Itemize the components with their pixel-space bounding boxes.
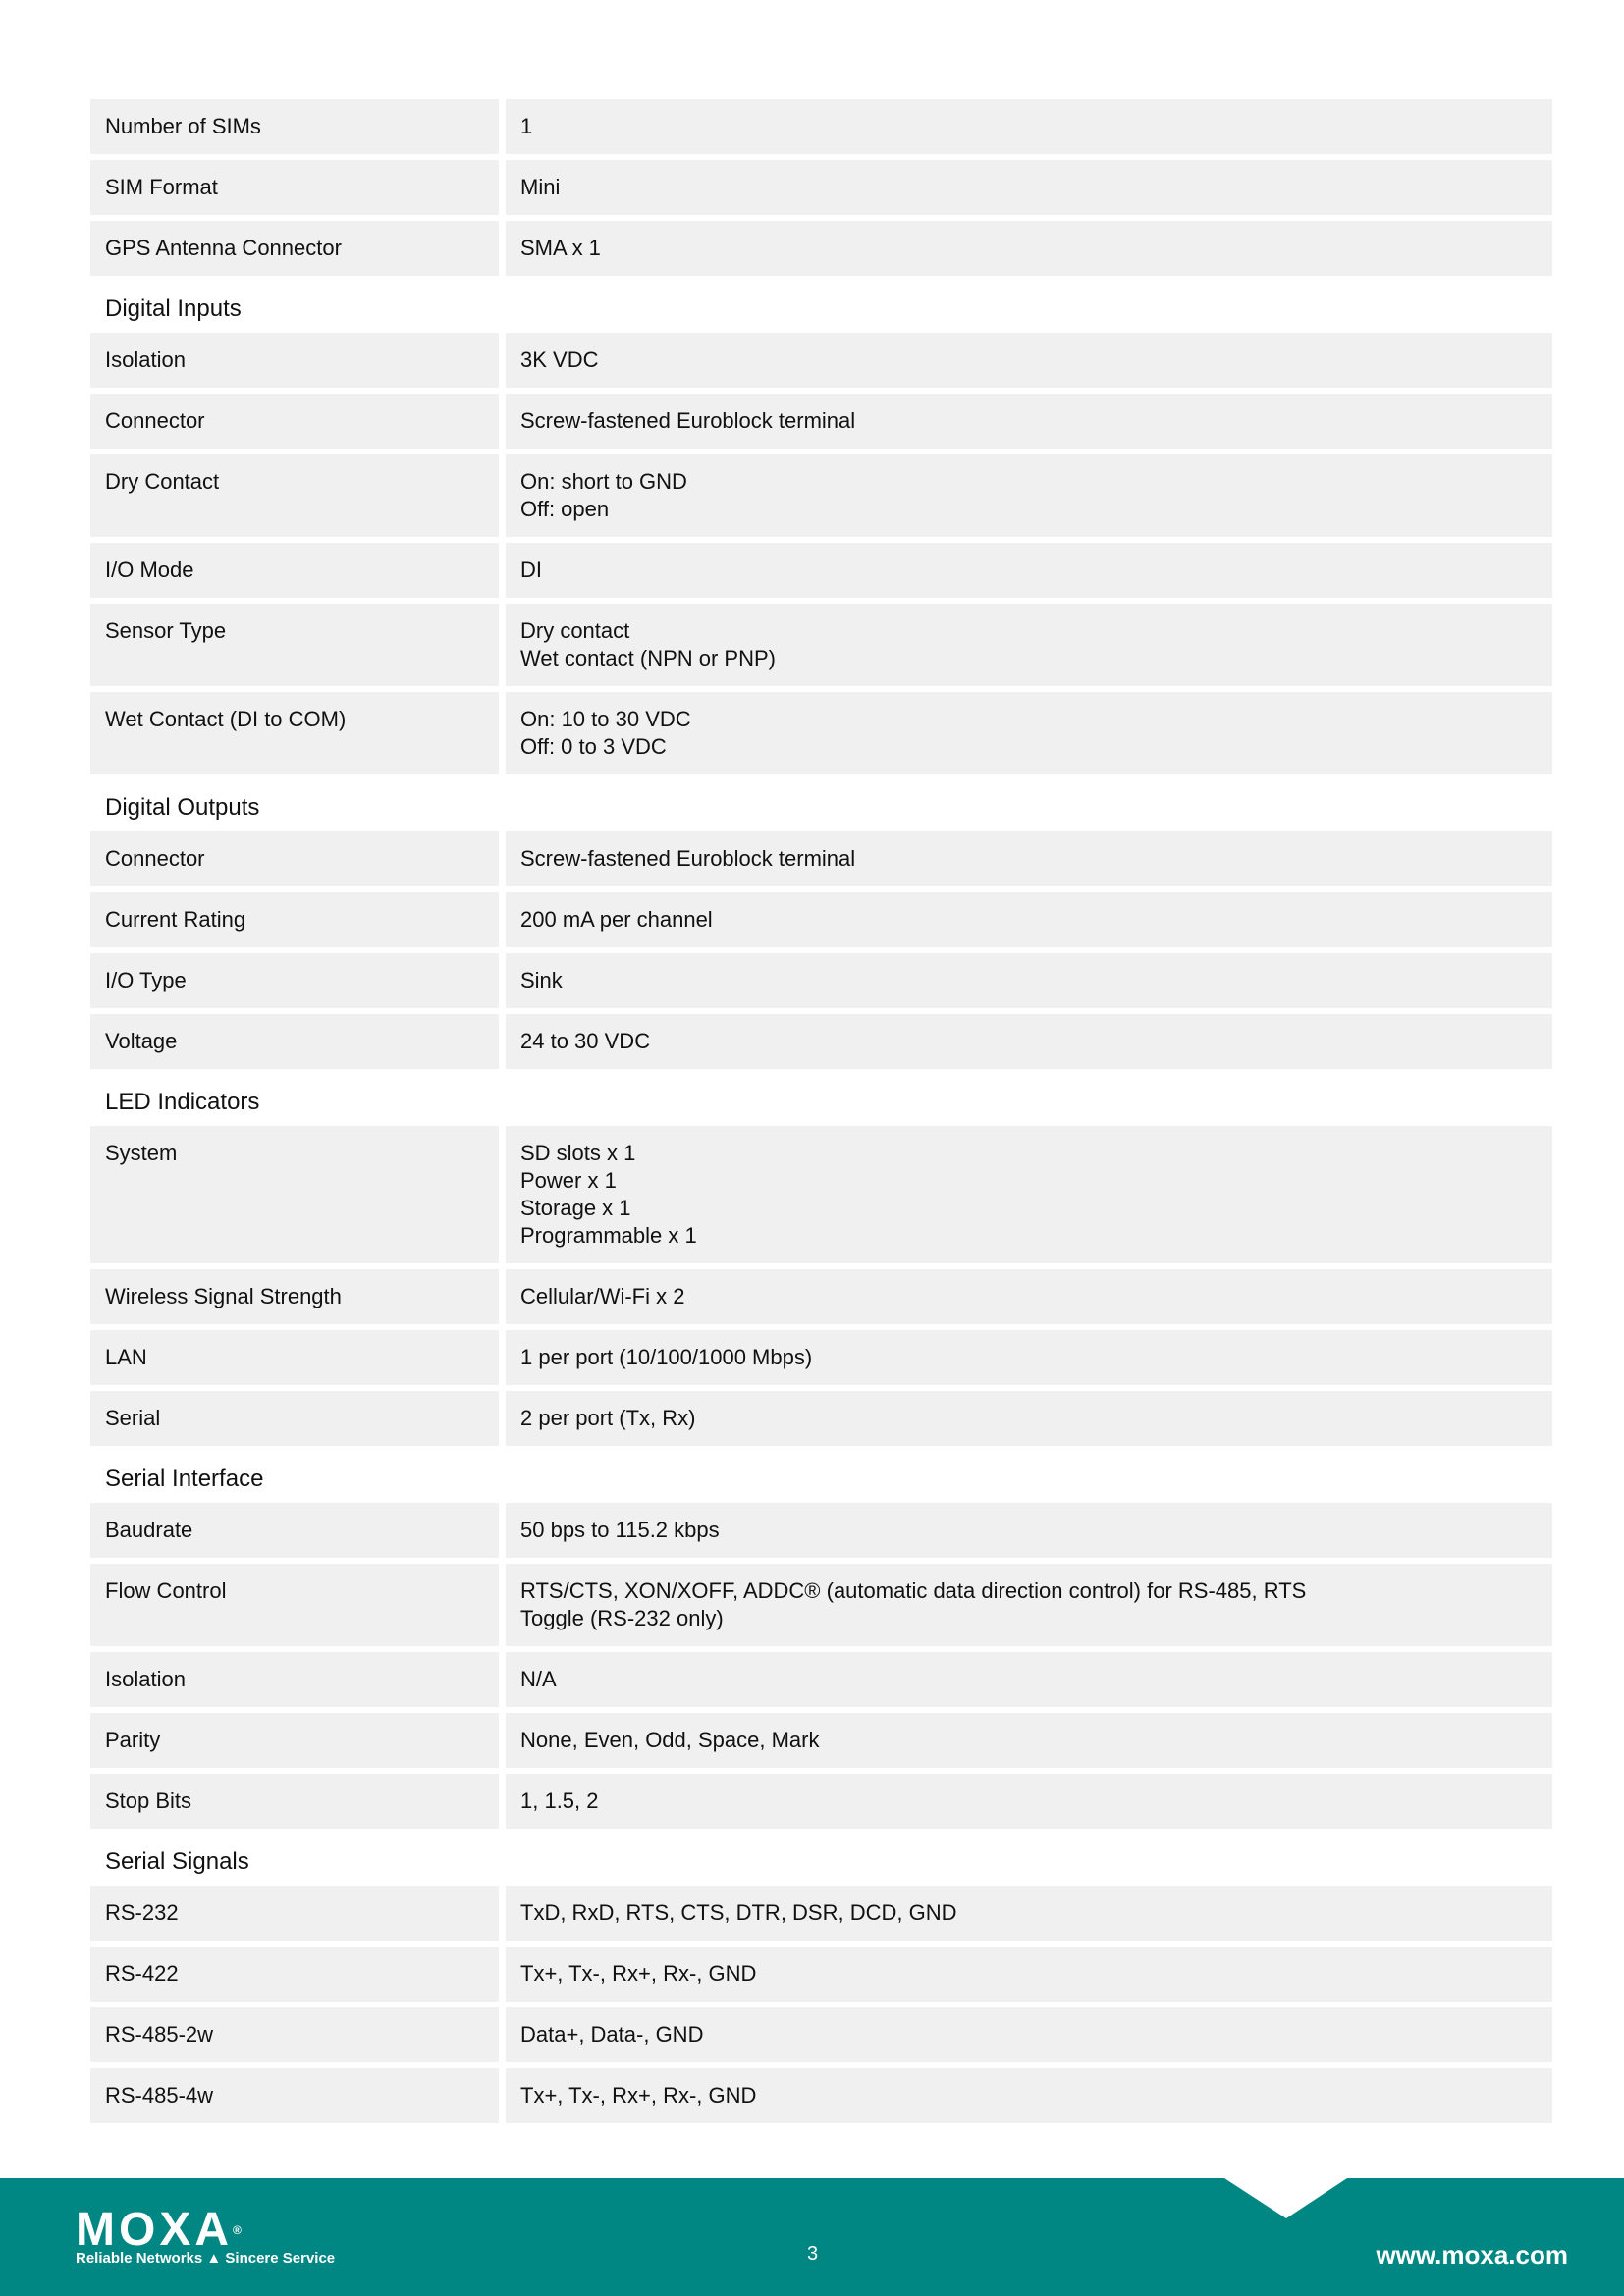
spec-value — [506, 604, 1552, 686]
spec-row — [90, 1713, 1552, 1768]
spec-row — [90, 2068, 1552, 2123]
page-number: 3 — [807, 2243, 819, 2265]
spec-row — [90, 1330, 1552, 1385]
spec-value — [506, 953, 1552, 1008]
spec-label: Connector — [90, 831, 499, 886]
spec-label: Voltage — [90, 1014, 499, 1069]
spec-row — [90, 1391, 1552, 1446]
spec-value-line: On: short to GND — [520, 469, 687, 494]
spec-label: RS-422 — [90, 1947, 499, 2002]
spec-value — [506, 221, 1552, 276]
spec-value-line: Data+, Data-, GND — [520, 2022, 704, 2047]
section-heading: Digital Outputs — [105, 794, 260, 821]
spec-label: Sensor Type — [90, 604, 499, 686]
spec-value-line: 2 per port (Tx, Rx) — [520, 1406, 696, 1430]
spec-value-line: Mini — [520, 175, 561, 199]
spec-value-line: SD slots x 1 — [520, 1141, 636, 1165]
spec-row — [90, 2007, 1552, 2062]
spec-value — [506, 333, 1552, 388]
spec-value — [506, 1713, 1552, 1768]
spec-row — [90, 1503, 1552, 1558]
spec-row — [90, 831, 1552, 886]
spec-label: Wet Contact (DI to COM) — [90, 692, 499, 774]
spec-label: Isolation — [90, 333, 499, 388]
section-heading: Serial Interface — [105, 1466, 264, 1492]
spec-row — [90, 160, 1552, 215]
spec-value-line: Screw-fastened Euroblock terminal — [520, 408, 856, 433]
spec-value-line: Tx+, Tx-, Rx+, Rx-, GND — [520, 1961, 757, 1986]
spec-label: Wireless Signal Strength — [90, 1269, 499, 1324]
spec-value-line: 1 per port (10/100/1000 Mbps) — [520, 1345, 813, 1369]
spec-label: Dry Contact — [90, 454, 499, 537]
spec-row — [90, 1564, 1552, 1646]
spec-label: System — [90, 1126, 499, 1263]
logo-text: MOXA — [76, 2204, 233, 2256]
spec-row — [90, 1774, 1552, 1829]
spec-value-line: Tx+, Tx-, Rx+, Rx-, GND — [520, 2083, 757, 2108]
spec-label: RS-232 — [90, 1886, 499, 1941]
spec-row — [90, 604, 1552, 686]
spec-value — [506, 2068, 1552, 2123]
spec-value-line: 200 mA per channel — [520, 907, 713, 932]
spec-value — [506, 1126, 1552, 1263]
spec-row — [90, 1886, 1552, 1941]
spec-label: Number of SIMs — [90, 99, 499, 154]
spec-value-line: Power x 1 — [520, 1168, 617, 1193]
spec-label: Stop Bits — [90, 1774, 499, 1829]
spec-value-line: Dry contact — [520, 618, 630, 643]
spec-value-line: Toggle (RS-232 only) — [520, 1606, 724, 1630]
spec-value — [506, 99, 1552, 154]
spec-value-line: Wet contact (NPN or PNP) — [520, 646, 776, 670]
spec-row — [90, 1947, 1552, 2002]
spec-value — [506, 394, 1552, 449]
spec-value-line: N/A — [520, 1667, 557, 1691]
spec-label: RS-485-4w — [90, 2068, 499, 2123]
spec-label: Parity — [90, 1713, 499, 1768]
spec-value-line: Programmable x 1 — [520, 1223, 697, 1248]
spec-value-line: Off: 0 to 3 VDC — [520, 734, 667, 759]
spec-value — [506, 1503, 1552, 1558]
spec-row — [90, 953, 1552, 1008]
spec-row — [90, 394, 1552, 449]
spec-label: Current Rating — [90, 892, 499, 947]
spec-value-line: DI — [520, 558, 542, 582]
spec-row — [90, 1126, 1552, 1263]
spec-value-line: 1 — [520, 114, 533, 138]
spec-value-line: 50 bps to 115.2 kbps — [520, 1518, 720, 1542]
spec-row — [90, 221, 1552, 276]
spec-value-line: RTS/CTS, XON/XOFF, ADDC® (automatic data direction control) for RS-485, RTS — [520, 1578, 1307, 1603]
spec-label: RS-485-2w — [90, 2007, 499, 2062]
spec-value — [506, 2007, 1552, 2062]
spec-row — [90, 1652, 1552, 1707]
spec-value — [506, 692, 1552, 774]
spec-value-line: 24 to 30 VDC — [520, 1029, 651, 1053]
spec-value-line: Sink — [520, 968, 563, 992]
footer-notch — [1224, 2178, 1347, 2218]
spec-value — [506, 543, 1552, 598]
spec-label: Flow Control — [90, 1564, 499, 1646]
spec-row — [90, 543, 1552, 598]
spec-value-line: SMA x 1 — [520, 236, 601, 260]
spec-value — [506, 1014, 1552, 1069]
spec-value — [506, 831, 1552, 886]
spec-value-line: 3K VDC — [520, 347, 599, 372]
spec-value-line: Screw-fastened Euroblock terminal — [520, 846, 856, 871]
spec-row — [90, 454, 1552, 537]
spec-row — [90, 1014, 1552, 1069]
spec-label: GPS Antenna Connector — [90, 221, 499, 276]
spec-value — [506, 1391, 1552, 1446]
spec-value — [506, 1886, 1552, 1941]
section-heading: Digital Inputs — [105, 295, 242, 322]
spec-row — [90, 333, 1552, 388]
spec-label: I/O Type — [90, 953, 499, 1008]
spec-label: Connector — [90, 394, 499, 449]
spec-label: LAN — [90, 1330, 499, 1385]
spec-value-line: TxD, RxD, RTS, CTS, DTR, DSR, DCD, GND — [520, 1900, 957, 1925]
spec-row — [90, 692, 1552, 774]
spec-row — [90, 892, 1552, 947]
spec-label: Isolation — [90, 1652, 499, 1707]
section-heading: LED Indicators — [105, 1089, 260, 1115]
spec-value — [506, 1330, 1552, 1385]
section-heading: Serial Signals — [105, 1848, 249, 1875]
tagline: Reliable Networks ▲ Sincere Service — [76, 2250, 336, 2267]
registered-mark: ® — [233, 2223, 242, 2237]
spec-value-line: Off: open — [520, 497, 610, 521]
spec-value-line: None, Even, Odd, Space, Mark — [520, 1728, 820, 1752]
spec-label: SIM Format — [90, 160, 499, 215]
spec-value-line: Storage x 1 — [520, 1196, 631, 1220]
spec-label: I/O Mode — [90, 543, 499, 598]
website-link[interactable]: www.moxa.com — [1376, 2240, 1568, 2269]
moxa-logo — [76, 2204, 242, 2256]
spec-value — [506, 1774, 1552, 1829]
spec-value — [506, 892, 1552, 947]
spec-value — [506, 1652, 1552, 1707]
spec-label: Serial — [90, 1391, 499, 1446]
spec-value-line: Cellular/Wi-Fi x 2 — [520, 1284, 685, 1308]
spec-value — [506, 1947, 1552, 2002]
spec-value — [506, 1564, 1552, 1646]
spec-table — [90, 99, 1552, 2129]
spec-value — [506, 160, 1552, 215]
spec-value — [506, 454, 1552, 537]
spec-row — [90, 99, 1552, 154]
spec-value — [506, 1269, 1552, 1324]
spec-value-line: 1, 1.5, 2 — [520, 1789, 599, 1813]
spec-label: Baudrate — [90, 1503, 499, 1558]
footer-bar — [0, 2178, 1624, 2296]
spec-value-line: On: 10 to 30 VDC — [520, 707, 691, 731]
spec-row — [90, 1269, 1552, 1324]
